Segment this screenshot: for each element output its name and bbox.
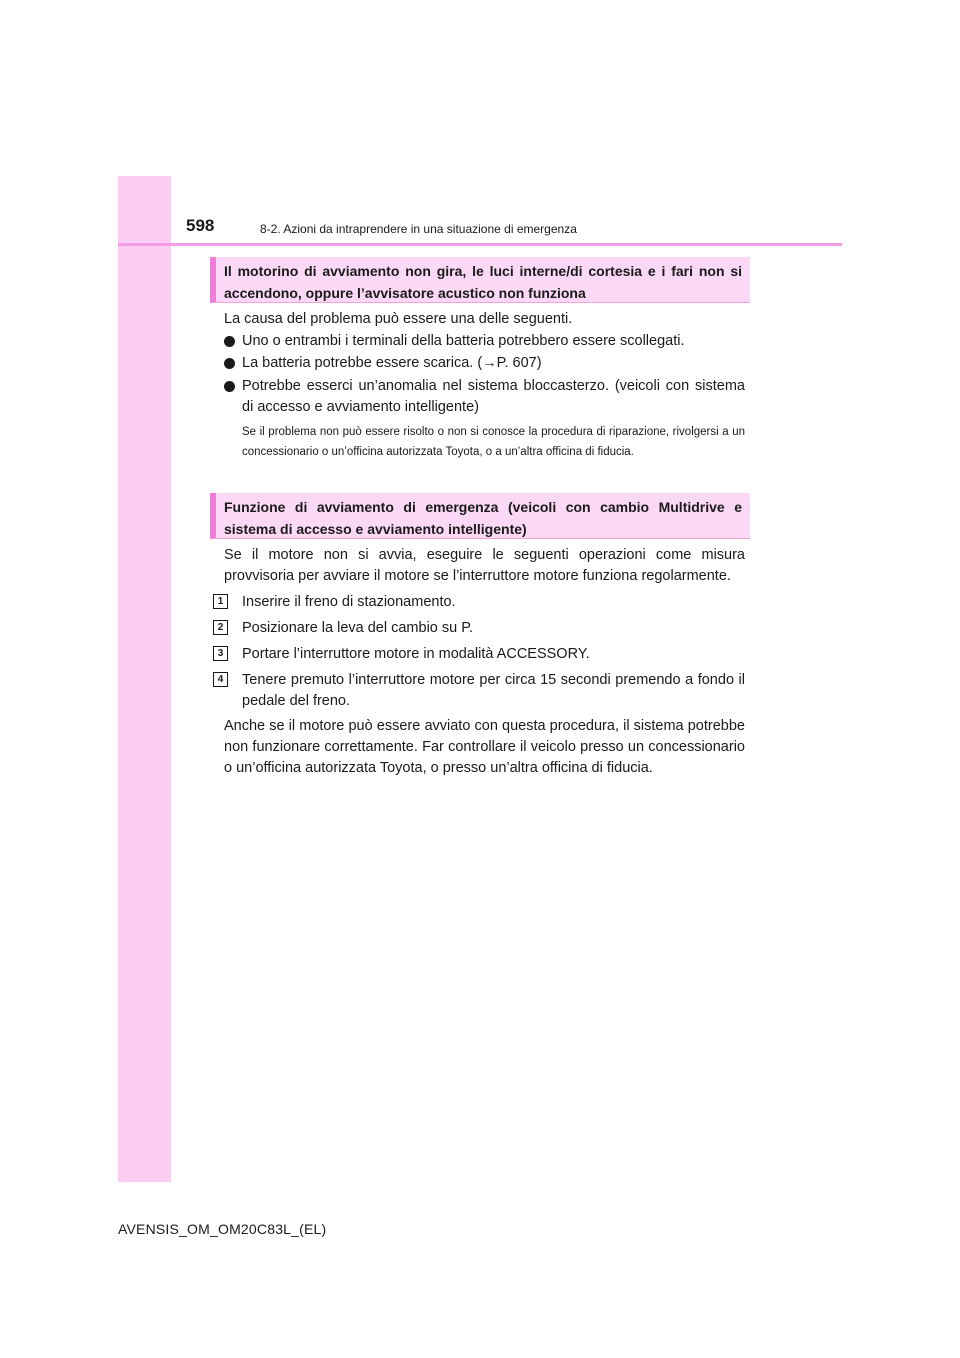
bullet-item [224,353,745,374]
step-text: Posizionare la leva del cambio su P. [242,620,474,636]
bullet-text: Potrebbe esserci un’anomalia nel sistema bloccasterzo. (veicoli con sistema di accesso e avviamento intelligente) [242,378,745,415]
step-number-badge: 3 [213,646,228,661]
step-item [213,592,745,613]
heading-box-starter: Il motorino di avviamento non gira, le luci interne/di cortesia e i fari non si accendono, oppure l’avvisatore acustico non funziona [210,257,750,303]
section2-closing: Anche se il motore può essere avviato con questa procedura, il sistema potrebbe non funzionare correttamente. Far controllare il veicolo presso un concessionario o un’officina autorizzata Toyota, o presso un’altra officina di fiducia. [224,718,745,776]
bullet-item [224,331,745,352]
section1-note: Se il problema non può essere risolto o non si conosce la procedura di riparazione, rivolgersi a un concessionario o un’officina autorizzata Toyota, o a un’altra officina di fiducia. [242,426,745,458]
step-item [213,618,745,639]
step-number-badge: 2 [213,620,228,635]
step-text: Tenere premuto l’interruttore motore per circa 15 secondi premendo a fondo il pedale del freno. [242,672,745,709]
heading-box-emergency-start: Funzione di avviamento di emergenza (veicoli con cambio Multidrive e sistema di accesso e avviamento intelligente) [210,493,750,539]
bullet-icon [224,336,235,347]
step-item [213,670,745,712]
step-item [213,644,745,665]
page-number: 598 [186,216,215,235]
section1-intro: La causa del problema può essere una delle seguenti. [224,311,573,327]
bullet-icon [224,381,235,392]
bullet-text: Uno o entrambi i terminali della batteria potrebbero essere scollegati. [242,333,685,349]
side-color-strip [118,176,171,1182]
step-text: Portare l’interruttore motore in modalità ACCESSORY. [242,646,590,662]
section-title: 8-2. Azioni da intraprendere in una situazione di emergenza [260,222,577,236]
bullet-item [224,376,745,418]
step-number-badge: 4 [213,672,228,687]
bullet-text: La batteria potrebbe essere scarica. (→P. 607) [242,355,542,371]
document-code: AVENSIS_OM_OM20C83L_(EL) [118,1221,327,1237]
header-rule [118,243,842,246]
step-text: Inserire il freno di stazionamento. [242,594,456,610]
step-number-badge: 1 [213,594,228,609]
bullet-icon [224,358,235,369]
section2-intro: Se il motore non si avvia, eseguire le seguenti operazioni come misura provvisoria per avviare il motore se l’interruttore motore funziona regolarmente. [224,547,745,584]
